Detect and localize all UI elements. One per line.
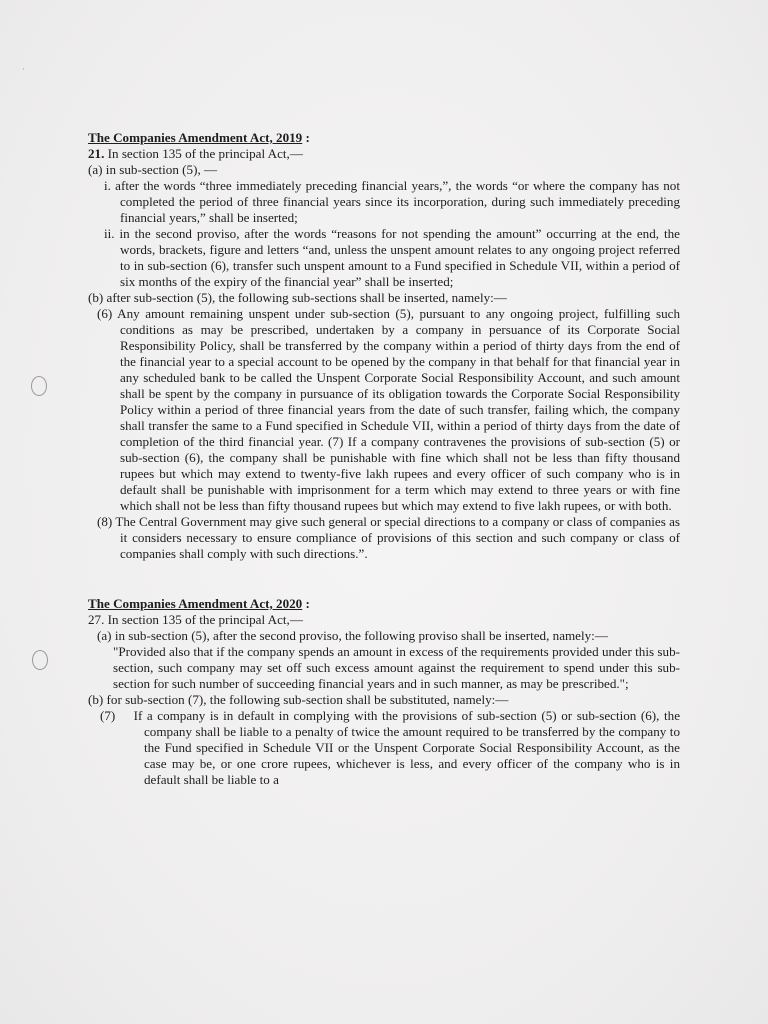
act-2019-heading: The Companies Amendment Act, 2019 — [88, 130, 303, 145]
act-2020-heading: The Companies Amendment Act, 2020 — [88, 596, 303, 611]
sub-section-6: (6) Any amount remaining unspent under sub-section (5), pursuant to any ongoing project, fulfilling such conditions as may be prescribed, undertaken by a company in persuance of its Corporate Social Responsibility Policy, shall be transferred by the company within a period of thirty days from the end of the financial year to a special account to be opened by the company in that behalf for that financial year in any scheduled bank to be called the Unspent Corporate Social Responsibility Account, and such amount shall be spent by the company in pursuance of its obligation towards the Corporate Social Responsibility Policy within a period of three financial years from the date of such transfer, failing which, the company shall transfer the same to a Fund specified in Schedule VII, within a period of thirty days from the date of completion of the third financial year. (7) If a company contravenes the provisions of sub-section (5) or sub-section (6), the company shall be punishable with fine which shall not be less than fifty thousand rupees but which may extend to twenty-five lakh rupees and every officer of such company who is in default shall be punishable with imprisonment for a term which may extend to three years or with fine which shall not be less than fifty thousand rupees but which may extend to five lakh rupees, or with both. — [97, 306, 681, 513]
item-i: i. after the words “three immediately preceding financial years,”, the words “or where the company has not completed the period of three financial years since its incorporation, during such immediately preceding financial years,” shall be inserted; — [104, 178, 680, 225]
section-27-line: 27. In section 135 of the principal Act,— — [88, 612, 303, 627]
clause-a-2019: (a) in sub-section (5), — — [88, 162, 218, 177]
punch-hole — [32, 650, 48, 670]
sub-section-7: (7) If a company is in default in complying with the provisions of sub-section (5) or sub-section (6), the company shall be liable to a penalty of twice the amount required to be transferred by the company to the Fund specified in Schedule VII or the Unspent Corporate Social Responsibility Account, as the case may be, or one crore rupees, whichever is less, and every officer of the company who is in default shall be liable to a — [100, 708, 681, 787]
item-ii: ii. in the second proviso, after the words “reasons for not spending the amount” occurring at the end, the words, brackets, figure and letters “and, unless the unspent amount relates to any ongoing project referred to in sub-section (6), transfer such unspent amount to a Fund specified in Schedule VII, within a period of six months of the expiry of the financial year” shall be inserted; — [104, 226, 680, 289]
act-2020-heading-line: The Companies Amendment Act, 2020 : — [88, 596, 310, 611]
act-2019-heading-line: The Companies Amendment Act, 2019 : — [88, 130, 310, 145]
punch-hole — [31, 376, 47, 396]
clause-a-2020: (a) in sub-section (5), after the second proviso, the following proviso shall be inserted, namely:— — [97, 628, 608, 643]
scan-speck: · — [22, 64, 25, 74]
sub-section-8: (8) The Central Government may give such general or special directions to a company or class of companies as it considers necessary to ensure compliance of provisions of this section and such company or class of companies shall comply with such directions.”. — [97, 514, 680, 561]
clause-b-2020: (b) for sub-section (7), the following sub-section shall be substituted, namely:— — [88, 692, 509, 707]
proviso-text: "Provided also that if the company spends an amount in excess of the requirements provided under this sub-section, such company may set off such excess amount against the requirement to spend under this sub-section for such number of succeeding financial years and in such manner, as may be prescribed."; — [113, 644, 680, 691]
section-number: 21. — [88, 146, 105, 161]
section-21-line: 21. In section 135 of the principal Act,— — [88, 146, 303, 161]
clause-b-2019: (b) after sub-section (5), the following sub-sections shall be inserted, namely:— — [88, 290, 507, 305]
document-body — [88, 130, 680, 788]
